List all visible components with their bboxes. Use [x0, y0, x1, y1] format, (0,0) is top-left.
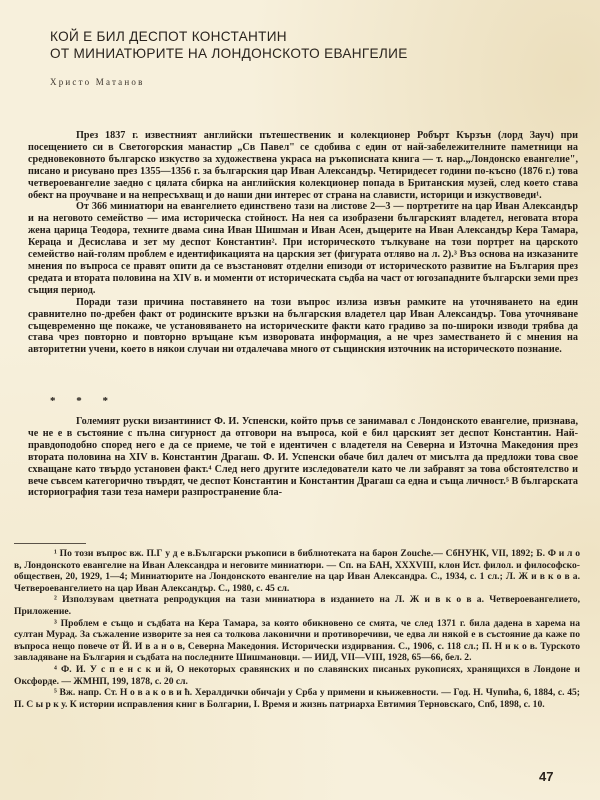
footnote-4: ⁴ Ф. И. У с п е н с к и й, О некоторых сравянских и по славянских писаных рукописях, хранящихся в Лондоне и Оксфорде. — ЖМНП, 199, 1878, с. 20 сл. — [14, 663, 580, 687]
paragraph: Големият руски византинист Ф. И. Успенски, който пръв се занимавал с Лондонското евангелие, признава, че не е в състояние с пълна сигурност да отговори на въпроса, кой е бил царският зет деспот Константин. Най-правдоподобно според него е да се приеме, че той е идентичен с владетеля на Северна и Източна Македония през втората половина на XIV в. Константин Драгаш. Ф. И. Успенски обаче бил далеч от мисълта да предложи това свое схващане като твърдо установен факт.⁴ След него другите изследователи като че ли забравят за това обстоятелство и вече съвсем категорично твърдят, че деспот Константин и Константин Драгаш са една и съща личност.⁵ В българската историография тази теза намери разпространение бла- — [28, 416, 578, 499]
footnote-divider — [14, 543, 86, 544]
section-separator: * * * — [50, 395, 117, 407]
article-title — [50, 28, 570, 62]
title-line-2: ОТ МИНИАТЮРИТЕ НА ЛОНДОНСКОТО ЕВАНГЕЛИЕ — [50, 46, 408, 61]
page-number: 47 — [539, 769, 554, 784]
footnote-1: ¹ По този въпрос вж. П.Г у д е в.Български ръкописи в библиотеката на барон Zouche.— СбНУНК, VII, 1892; Б. Ф и л о в, Лондонското евангелие на Иван Александра и неговите миниатюри. — Сп. на БАН, XXXVIII, клон Ист. филол. и философско-обществен, 20, 1929, 1—4; Миниатюрите на Лондонското евангелие на цар Иван Александра. С., 1934, с. 1 сл.; Л. Ж и в к о в а. Четвероевангелието на цар Иван Александър. С., 1980, с. 45 сл. — [14, 548, 580, 594]
section-1 — [28, 130, 578, 356]
footnote-3: ³ Проблем е също и съдбата на Кера Тамара, за която обикновено се смята, че след 1371 г. била дадена в харема на султан Мурад. За съжаление изворите за нея са толкова лаконични и противоречиви, че едва ли някой е в състояние да каже по въпроса нещо повече от Й. И в а н о в, Северна Македония. Исторически издирвания. С., 1906, с. 118 сл.; П. Н и к о в. Турското завладяване на България и съдбата на последните Шишмановци. — ИИД, VII—VIII, 1928, 65—66, бел. 2. — [14, 617, 580, 664]
section-2 — [28, 416, 578, 499]
footnote-5: ⁵ Вж. напр. Ст. Н о в а к о в и ћ. Хералдички обичаји у Срба у примени и књижевности. — Год. Н. Чупића, 6, 1884, с. 45; П. С ы р к у. К истории исправления книг в Болгарии, I. Время и жизнь патриарха Евтимия Терновскаго, Спб, 1898, с. 10. — [14, 687, 580, 710]
footnote-2: ² Използувам цветната репродукция на тази миниатюра в изданието на Л. Ж и в к о в а. Четвероевангелието, Приложение. — [14, 594, 580, 617]
author-name: Христо Матанов — [50, 77, 145, 87]
paragraph: От 366 миниатюри на евангелието единствено тази на листове 2—3 — портретите на цар Иван Александър и на неговото семейство — има историческа стойност. На нея са изобразени българският владетел, неговата втора жена царица Теодора, техните двама сина Иван Шишман и Иван Асен, дъщерите на Иван Александър Кера Тамара, Кераца и Десислава и зет му деспот Константин². При историческото тълкуване на този портрет на царското семейство най-голям проблем е идентификацията на царския зет (фигурата отляво на л. 2).³ Въз основа на изказаните мнения по въпроса се правят опити да се възстановят отделни епизоди от историческото развитие на България през средата и втората половина на XIV в. и моменти от историческата съдба на част от югозападните български земи през същия период. — [28, 201, 578, 296]
footnotes — [14, 548, 580, 710]
paragraph: Поради тази причина поставянето на този въпрос излиза извън рамките на уточняването на един сравнително по-дребен факт от родинските връзки на българския владетел цар Иван Александър. Това уточняване същевременно ще покаже, че установяването на историческите факти като градиво за по-широки изводи трябва да става чрез повторно и повторно връщане към изворовата информация, а не чрез заместването й с мнения на авторитетни учени, което в някои случаи ни отдалечава много от същинския източник на историческото познание. — [28, 296, 578, 356]
title-line-1: КОЙ Е БИЛ ДЕСПОТ КОНСТАНТИН — [50, 29, 287, 44]
paragraph: През 1837 г. известният английски пътешественик и колекционер Робърт Кързън (лорд Зауч) при посещението си в Светогорския манастир „Св Павел" се сдобива с един от най-забележителните паметници на средновековното българско изкуство за художествена украса на ръкописната книга — т. нар.„Лондонско евангелие", писано и рисувано през 1355—1356 г. за българския цар Иван Александър. Четиридесет години по-късно (1876 г.) това четвероевангелие заедно с цялата сбирка на английския колекционер попада в Британския музей, след което става обект на проучване и на непресъхващ и до наши дни интерес от страна на слависти, историци и изкуствоведи¹. — [28, 130, 578, 201]
